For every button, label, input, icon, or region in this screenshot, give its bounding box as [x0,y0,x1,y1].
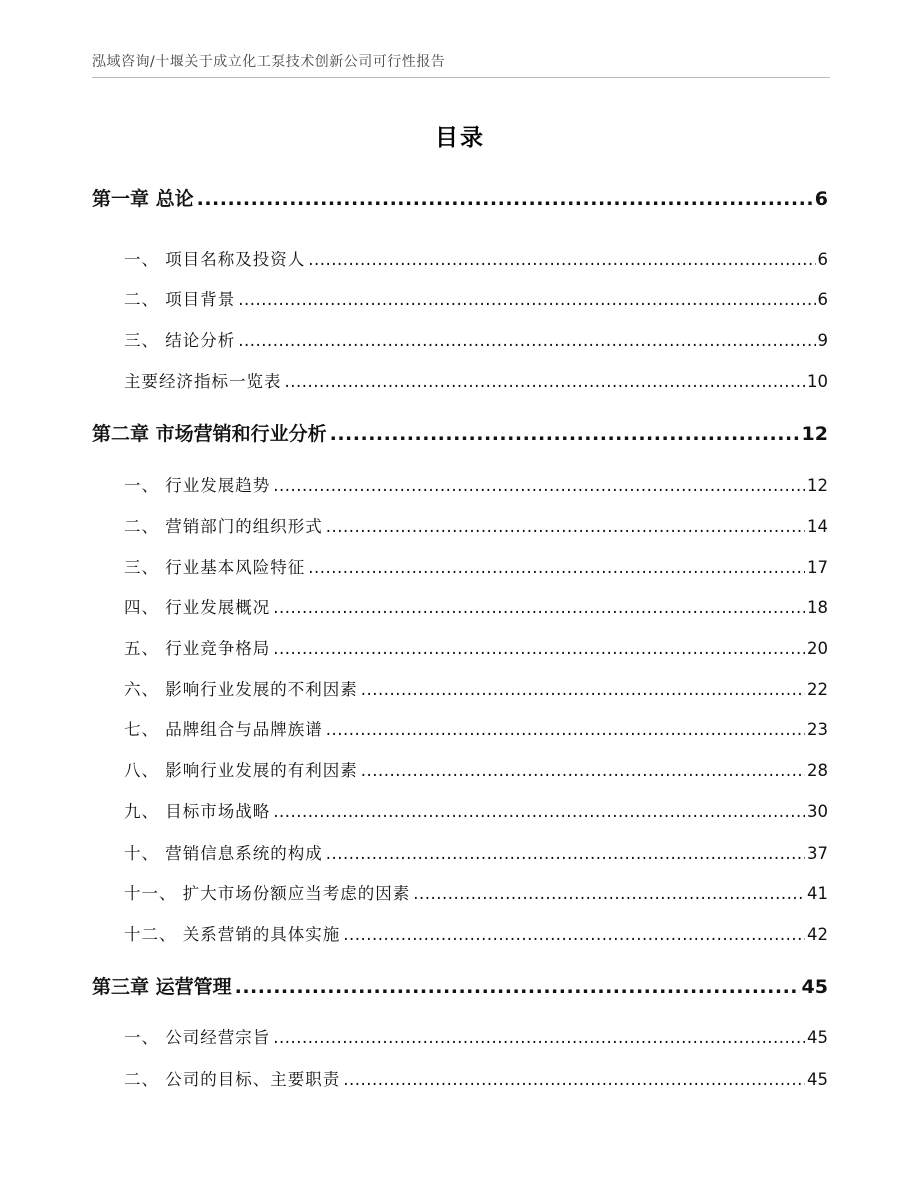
toc-page-number: 23 [807,720,828,739]
dot-leader [273,639,805,658]
toc-page-number: 17 [807,558,828,577]
toc-section[interactable] [124,716,828,740]
toc-entry-label: 一、 项目名称及投资人 [124,250,306,269]
running-header: 泓域咨询/十堰关于成立化工泵技术创新公司可行性报告 [92,54,446,70]
dot-leader [238,331,815,350]
dot-leader [413,884,805,903]
toc-entry-label: 三、 结论分析 [124,331,236,350]
toc-entry-label: 三、 行业基本风险特征 [124,558,306,577]
toc-entry-label: 七、 品牌组合与品牌族谱 [124,720,323,739]
dot-leader [326,720,805,739]
toc-entry-label: 五、 行业竞争格局 [124,639,271,658]
toc-section[interactable] [124,798,828,822]
toc-entry-label: 一、 公司经营宗旨 [124,1028,271,1047]
toc-entry-label: 二、 公司的目标、主要职责 [124,1070,341,1089]
dot-leader [238,290,815,309]
toc-section[interactable] [124,286,828,310]
toc-entry-label: 十、 营销信息系统的构成 [124,844,323,863]
dot-leader [361,680,805,699]
toc-section[interactable] [124,840,828,864]
toc-entry-label: 第一章 总论 [92,188,194,210]
toc-entry-label: 九、 目标市场战略 [124,802,271,821]
toc-section[interactable] [124,554,828,578]
toc-page-number: 45 [801,976,828,998]
toc-page-number: 6 [817,250,828,269]
toc-page-number: 45 [807,1070,828,1089]
toc-page-number: 28 [807,761,828,780]
toc-section[interactable] [124,246,828,270]
dot-leader [330,423,800,445]
toc-section[interactable] [124,1024,828,1048]
toc-section[interactable] [124,368,828,392]
toc-page-number: 6 [817,290,828,309]
toc-chapter-2[interactable] [92,419,828,445]
toc-chapter-3[interactable] [92,972,828,998]
toc-page-number: 41 [807,884,828,903]
toc-entry-label: 六、 影响行业发展的不利因素 [124,680,358,699]
dot-leader [235,976,800,998]
toc-page-number: 22 [807,680,828,699]
dot-leader [273,1028,805,1047]
toc-page-number: 45 [807,1028,828,1047]
dot-leader [273,802,805,821]
toc-page-number: 37 [807,844,828,863]
toc-entry-label: 十二、 关系营销的具体实施 [124,925,341,944]
dot-leader [308,558,805,577]
toc-entry-label: 第二章 市场营销和行业分析 [92,423,327,445]
toc-page-number: 10 [807,372,828,391]
toc-section[interactable] [124,676,828,700]
toc-page-number: 12 [807,476,828,495]
dot-leader [326,517,805,536]
dot-leader [197,188,813,210]
toc-section[interactable] [124,921,828,945]
toc-section[interactable] [124,513,828,537]
toc-page-number: 18 [807,598,828,617]
toc-page-number: 9 [817,331,828,350]
toc-entry-label: 第三章 运营管理 [92,976,232,998]
toc-page-number: 30 [807,802,828,821]
toc-page-number: 12 [801,423,828,445]
toc-section[interactable] [124,635,828,659]
dot-leader [308,250,815,269]
toc-section[interactable] [124,1066,828,1090]
toc-entry-label: 四、 行业发展概况 [124,598,271,617]
dot-leader [285,372,806,391]
toc-section[interactable] [124,472,828,496]
toc-entry-label: 八、 影响行业发展的有利因素 [124,761,358,780]
dot-leader [273,476,805,495]
toc-section[interactable] [124,594,828,618]
toc-page-number: 42 [807,925,828,944]
dot-leader [326,844,805,863]
toc-page-number: 14 [807,517,828,536]
dot-leader [361,761,805,780]
dot-leader [343,925,805,944]
toc-page-number: 20 [807,639,828,658]
toc-entry-label: 一、 行业发展趋势 [124,476,271,495]
toc-section[interactable] [124,880,828,904]
toc-section[interactable] [124,327,828,351]
dot-leader [343,1070,805,1089]
toc-title: 目录 [435,125,485,151]
toc-chapter-1[interactable] [92,184,828,210]
toc-entry-label: 主要经济指标一览表 [124,372,282,391]
dot-leader [273,598,805,617]
toc-entry-label: 十一、 扩大市场份额应当考虑的因素 [124,884,411,903]
toc-section[interactable] [124,757,828,781]
toc-entry-label: 二、 营销部门的组织形式 [124,517,323,536]
toc-entry-label: 二、 项目背景 [124,290,236,309]
toc-page-number: 6 [814,188,828,210]
